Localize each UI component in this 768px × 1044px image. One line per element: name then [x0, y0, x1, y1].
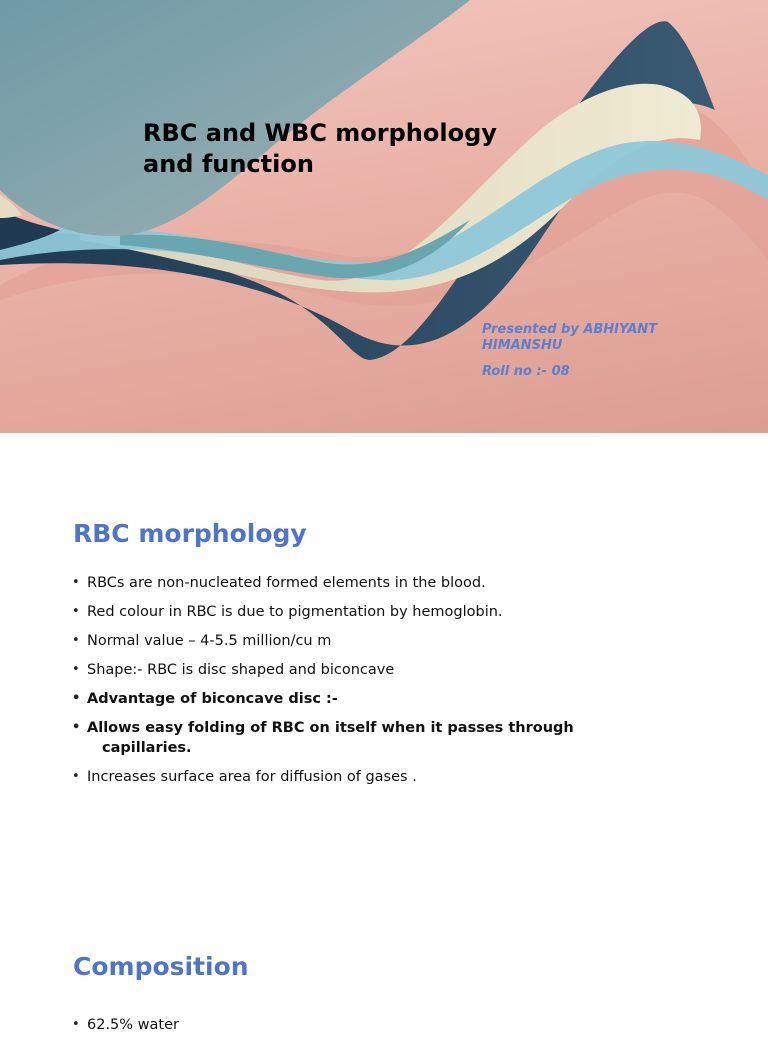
title-line-2: and function [143, 150, 314, 178]
list-item: • Increases surface area for diffusion of gases . [72, 767, 632, 787]
list-item: • Normal value – 4-5.5 million/cu m [72, 631, 632, 651]
bold-line-2: capillaries. [102, 740, 192, 756]
title-slide [0, 0, 768, 433]
list-item-bold [72, 718, 632, 758]
rbc-morphology-heading: RBC morphology [73, 519, 307, 548]
wave-background-graphic [0, 0, 768, 433]
list-item: • 62.5% water [72, 1015, 632, 1035]
rbc-bullet-list [72, 573, 632, 796]
list-item: • Red colour in RBC is due to pigmentation by hemoglobin. [72, 602, 632, 622]
title-line-1: RBC and WBC morphology [143, 119, 497, 147]
roll-number: Roll no :- 08 [482, 364, 570, 379]
bold-line-1: Allows easy folding of RBC on itself when it passes through [87, 720, 574, 736]
presenter-name: Presented by ABHIYANT HIMANSHU [482, 322, 657, 353]
rbc-morphology-slide [0, 433, 768, 1033]
list-item: • Shape:- RBC is disc shaped and biconcave [72, 660, 632, 680]
composition-heading: Composition [73, 952, 249, 981]
composition-bullet-list [72, 1015, 632, 1044]
list-item: • RBCs are non-nucleated formed elements in the blood. [72, 573, 632, 593]
advantage-subheading: • Advantage of biconcave disc :- [72, 689, 632, 709]
presentation-title [143, 118, 563, 180]
